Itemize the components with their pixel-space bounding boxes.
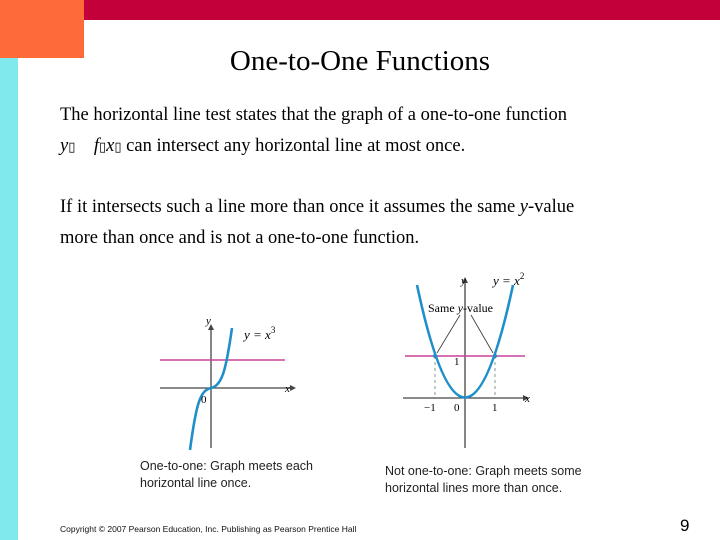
quad-tick-y1: 1 [454, 356, 460, 368]
cubic-eq-base: y = x [244, 327, 271, 342]
p1-x: x [106, 136, 115, 156]
quadratic-caption [385, 463, 625, 497]
cubic-caption [140, 458, 360, 492]
cubic-x-axis-arrow [290, 385, 296, 391]
p1-line1: The horizontal line test states that the graph of a one-to-one function [60, 105, 568, 125]
cubic-y-label: y [206, 315, 211, 327]
slide-title: One-to-One Functions [229, 45, 491, 77]
annotation-pre: Same [428, 301, 458, 315]
cubic-origin-label: 0 [201, 394, 207, 406]
quad-caption-line2: horizontal lines more than once. [385, 481, 563, 495]
p2-b: -value [528, 197, 575, 217]
p2-y: y [519, 197, 529, 217]
p1-f: f [93, 136, 100, 156]
quad-x-label: x [525, 393, 530, 405]
quadratic-graph [395, 265, 545, 460]
p1-box1: ▯ [68, 140, 76, 155]
paragraph-not-one-to-one [60, 192, 660, 254]
top-accent-bar [84, 0, 720, 20]
quad-tick-zero: 0 [454, 402, 460, 414]
left-accent-bar [0, 58, 18, 540]
quad-equation [491, 271, 524, 288]
annotation-y: y [457, 301, 463, 315]
cubic-caption-line1: One-to-one: Graph meets each [140, 459, 314, 473]
quad-pointer-right [471, 315, 493, 353]
quad-pointer-left [437, 315, 460, 353]
quad-intersection-left [433, 354, 437, 358]
cubic-eq-exp: 3 [270, 325, 276, 335]
quad-tick-neg1: −1 [424, 402, 436, 414]
p1-rest: can intersect any horizontal line at most once. [126, 136, 466, 156]
p2-line2: more than once and is not a one-to-one function. [60, 228, 420, 248]
p2-a: If it intersects such a line more than once it assumes the same [60, 197, 520, 217]
quad-y-label: y [461, 275, 466, 287]
cubic-caption-line2: horizontal line once. [140, 476, 252, 490]
cubic-equation [242, 325, 276, 342]
quad-eq-exp: 2 [519, 271, 525, 281]
p1-y: y [60, 136, 69, 156]
cubic-x-label: x [285, 383, 290, 395]
p1-box2: ▯ [99, 140, 107, 155]
paragraph-horizontal-line-test [60, 100, 660, 163]
quad-eq-base: y = x [493, 273, 520, 288]
quad-tick-pos1: 1 [492, 402, 498, 414]
p1-box3: ▯ [114, 140, 122, 155]
annotation-post: -value [463, 301, 493, 315]
page-number: 9 [680, 516, 690, 535]
quad-intersection-right [493, 354, 497, 358]
copyright-footer: Copyright © 2007 Pearson Education, Inc. Publishing as Pearson Prentice Hall [60, 524, 357, 534]
cubic-graph [140, 310, 320, 460]
same-y-value-annotation [428, 301, 493, 315]
quad-caption-line1: Not one-to-one: Graph meets some [385, 464, 582, 478]
